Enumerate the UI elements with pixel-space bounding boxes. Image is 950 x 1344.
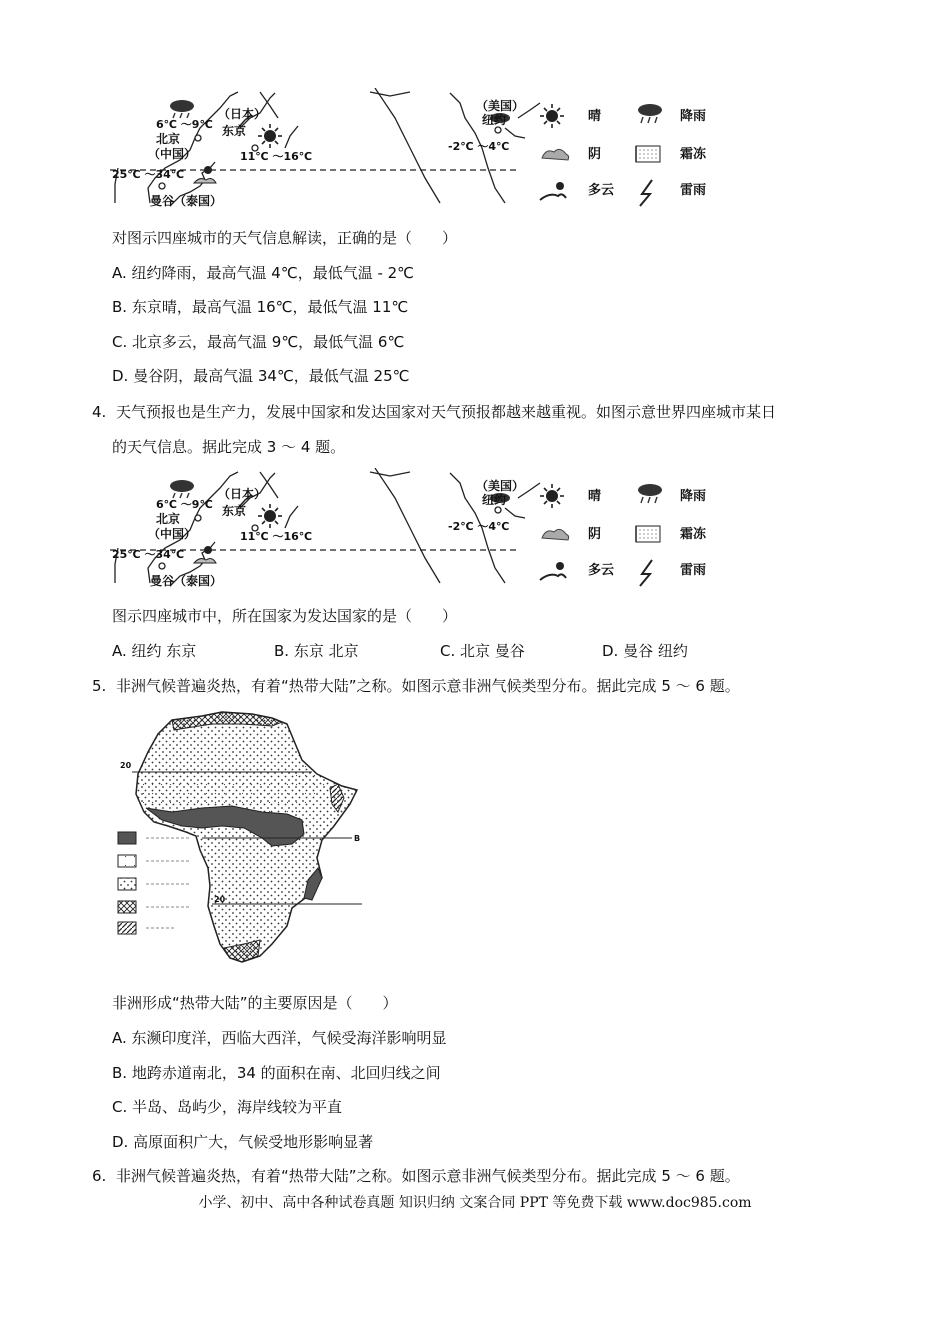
beijing-country: （中国） bbox=[148, 147, 197, 161]
beijing-country: （中国） bbox=[148, 527, 197, 541]
legend-frost: 霜冻 bbox=[680, 147, 707, 162]
legend bbox=[540, 104, 707, 206]
legend-overcast-icon bbox=[542, 149, 569, 160]
legend-sunny: 晴 bbox=[588, 109, 602, 124]
legend-thunderstorm: 雷雨 bbox=[680, 563, 707, 578]
q5-option-d[interactable]: D. 高原面积广大，气候受地形影响显著 bbox=[112, 1133, 374, 1151]
sun-icon bbox=[258, 504, 282, 528]
q3-option-b[interactable]: B. 东京晴，最高气温 16℃，最低气温 11℃ bbox=[112, 298, 409, 316]
beijing-temp: 6℃ ～9℃ bbox=[156, 498, 213, 511]
q4-option-c[interactable]: C. 北京 曼谷 bbox=[440, 642, 525, 660]
bangkok-label: 曼谷（泰国） bbox=[150, 574, 223, 588]
newyork-temp: -2℃ ～4℃ bbox=[448, 140, 510, 153]
lat-label-south: 20 bbox=[214, 895, 226, 904]
weather-map-top bbox=[110, 88, 720, 213]
legend-frost-icon bbox=[636, 526, 660, 542]
legend-savanna-swatch bbox=[118, 855, 136, 867]
legend-frost-icon bbox=[636, 146, 660, 162]
q5-stem: 非洲形成“热带大陆”的主要原因是（ ） bbox=[112, 994, 398, 1012]
q5-option-c[interactable]: C. 半岛、岛屿少，海岸线较为平直 bbox=[112, 1098, 343, 1116]
legend-cloudy: 多云 bbox=[588, 183, 615, 198]
q6-intro: 非洲气候普遍炎热，有着“热带大陆”之称。如图示意非洲气候类型分布。据此完成 5 ～ 6 题。 bbox=[116, 1167, 740, 1185]
legend-overcast: 阴 bbox=[588, 147, 602, 162]
page-footer: 小学、初中、高中各种试卷真题 知识归纳 文案合同 PPT 等免费下载 www.doc985.com bbox=[198, 1195, 752, 1211]
weather-map-bottom bbox=[110, 468, 720, 593]
legend-sunny-icon bbox=[540, 104, 564, 128]
cloudy-icon bbox=[194, 166, 216, 183]
legend-rain: 降雨 bbox=[680, 489, 707, 504]
q6-number: 6. bbox=[92, 1167, 107, 1185]
legend-overcast-icon bbox=[542, 529, 569, 540]
line-label-b: B bbox=[354, 834, 361, 843]
tokyo-country: （日本） bbox=[218, 487, 267, 501]
q3-option-a[interactable]: A. 纽约降雨，最高气温 4℃，最低气温 - 2℃ bbox=[112, 264, 415, 282]
lat-label-north: 20 bbox=[120, 761, 132, 770]
q4-intro-line2: 的天气信息。据此完成 3 ～ 4 题。 bbox=[112, 438, 346, 456]
q5-option-b[interactable]: B. 地跨赤道南北，34 的面积在南、北回归线之间 bbox=[112, 1064, 441, 1082]
newyork-label: 纽约 bbox=[482, 493, 507, 507]
q4-number: 4. bbox=[92, 403, 107, 421]
beijing-label: 北京 bbox=[156, 132, 181, 146]
q4-intro-line1: 天气预报也是生产力，发展中国家和发达国家对天气预报都越来越重视。如图示意世界四座城市某日 bbox=[116, 403, 777, 421]
cloudy-icon bbox=[194, 546, 216, 563]
bangkok-temp: 25℃ ～34℃ bbox=[112, 548, 185, 561]
rain-cloud-icon bbox=[170, 480, 194, 498]
legend-thunderstorm: 雷雨 bbox=[680, 183, 707, 198]
q4-option-d[interactable]: D. 曼谷 纽约 bbox=[602, 642, 688, 660]
africa-legend bbox=[118, 832, 190, 934]
tokyo-temp: 11℃ ～16℃ bbox=[240, 150, 313, 163]
legend-frost: 霜冻 bbox=[680, 527, 707, 542]
legend-label-scribbles bbox=[146, 838, 190, 928]
q5-intro: 非洲气候普遍炎热，有着“热带大陆”之称。如图示意非洲气候类型分布。据此完成 5 ～ 6 题。 bbox=[116, 677, 740, 695]
tokyo-label: 东京 bbox=[222, 124, 247, 138]
q4-stem: 图示四座城市中，所在国家为发达国家的是（ ） bbox=[112, 607, 458, 625]
legend-rain-icon bbox=[638, 104, 662, 123]
newyork-label: 纽约 bbox=[482, 113, 507, 127]
q3-stem: 对图示四座城市的天气信息解读，正确的是（ ） bbox=[112, 229, 458, 247]
tokyo-label: 东京 bbox=[222, 504, 247, 518]
legend-highland-swatch bbox=[118, 922, 136, 934]
legend-sunny: 晴 bbox=[588, 489, 602, 504]
bangkok-label: 曼谷（泰国） bbox=[150, 194, 223, 208]
q4-option-b[interactable]: B. 东京 北京 bbox=[274, 642, 359, 660]
newyork-temp: -2℃ ～4℃ bbox=[448, 520, 510, 533]
legend-sunny-icon bbox=[540, 484, 564, 508]
rain-cloud-icon bbox=[170, 100, 194, 118]
legend-mediterranean-swatch bbox=[118, 901, 136, 913]
beijing-temp: 6℃ ～9℃ bbox=[156, 118, 213, 131]
newyork-country: （美国） bbox=[476, 479, 525, 493]
q4-option-a[interactable]: A. 纽约 东京 bbox=[112, 642, 197, 660]
legend-cloudy: 多云 bbox=[588, 563, 615, 578]
tokyo-country: （日本） bbox=[218, 107, 267, 121]
q3-option-d[interactable]: D. 曼谷阴，最高气温 34℃，最低气温 25℃ bbox=[112, 367, 410, 385]
africa-climate-map bbox=[112, 708, 392, 978]
legend-rainforest-swatch bbox=[118, 832, 136, 844]
legend-cloudy-icon bbox=[540, 562, 566, 580]
legend-thunderstorm-icon bbox=[640, 560, 652, 586]
sun-icon bbox=[258, 124, 282, 148]
legend-thunderstorm-icon bbox=[640, 180, 652, 206]
legend-rain: 降雨 bbox=[680, 109, 707, 124]
legend-desert-swatch bbox=[118, 878, 136, 890]
q5-number: 5. bbox=[92, 677, 107, 695]
beijing-label: 北京 bbox=[156, 512, 181, 526]
legend bbox=[540, 484, 707, 586]
legend-cloudy-icon bbox=[540, 182, 566, 200]
q3-option-c[interactable]: C. 北京多云，最高气温 9℃，最低气温 6℃ bbox=[112, 333, 405, 351]
newyork-country: （美国） bbox=[476, 99, 525, 113]
legend-rain-icon bbox=[638, 484, 662, 503]
bangkok-temp: 25℃ ～34℃ bbox=[112, 168, 185, 181]
legend-overcast: 阴 bbox=[588, 527, 602, 542]
q5-option-a[interactable]: A. 东濒印度洋，西临大西洋，气候受海洋影响明显 bbox=[112, 1029, 447, 1047]
tokyo-temp: 11℃ ～16℃ bbox=[240, 530, 313, 543]
